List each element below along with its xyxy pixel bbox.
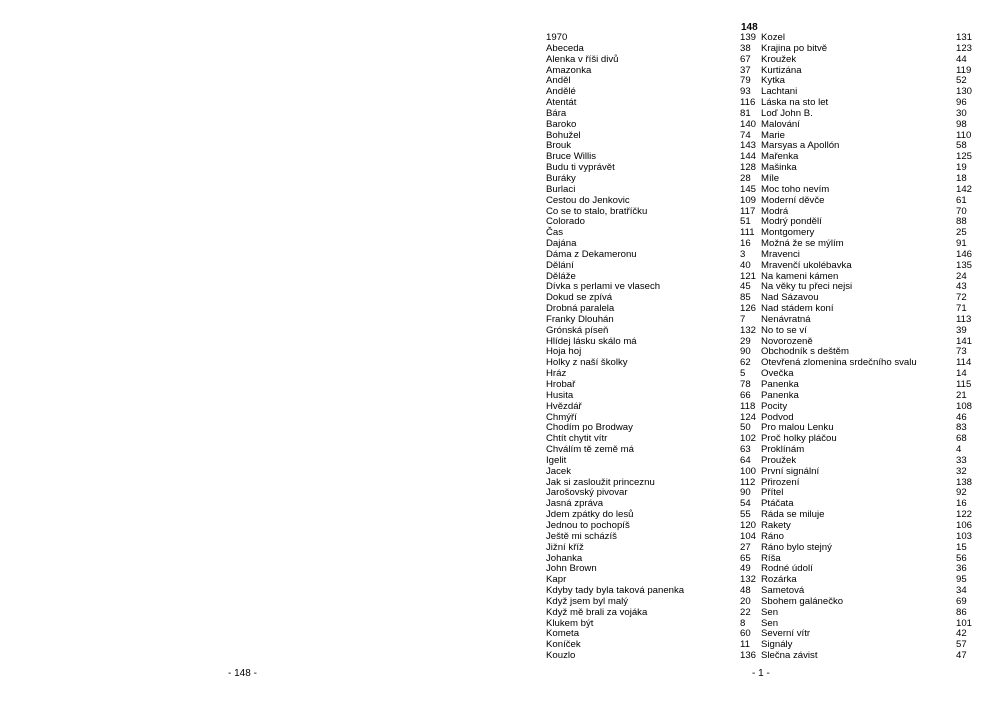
song-title: Franky Dlouhán <box>546 313 614 325</box>
song-title: Klukem být <box>546 617 594 629</box>
song-title: Na věky tu přeci nejsi <box>761 281 853 293</box>
song-title: Amazonka <box>546 64 592 76</box>
song-page-number: 54 <box>740 498 751 510</box>
song-page-number: 71 <box>956 303 967 315</box>
song-title: Holky z naší školky <box>546 357 628 369</box>
song-page-number: 123 <box>956 42 973 54</box>
song-page-number: 101 <box>956 617 973 629</box>
song-title: Podvod <box>761 411 794 423</box>
song-title: Jednou to pochopíš <box>546 519 630 531</box>
song-page-number: 130 <box>956 86 973 98</box>
song-title: Jdem zpátky do lesů <box>546 509 634 521</box>
song-title: Hráz <box>546 368 567 380</box>
song-page-number: 67 <box>740 53 751 65</box>
song-title: Ráno bylo stejný <box>761 541 832 553</box>
song-title: Ptáčata <box>761 498 794 510</box>
song-title: Loď John B. <box>761 107 813 119</box>
song-title: John Brown <box>546 563 597 575</box>
song-page-number: 61 <box>956 194 967 206</box>
song-title: Mařenka <box>761 151 799 163</box>
song-page-number: 72 <box>956 292 967 304</box>
song-title: Kouzlo <box>546 650 576 662</box>
song-title: Nad Sázavou <box>761 292 819 304</box>
song-title: Čas <box>546 227 564 239</box>
song-title: Rozárka <box>761 574 797 586</box>
song-title: Ráno <box>761 530 784 542</box>
song-page-number: 78 <box>740 379 751 390</box>
song-page-number: 120 <box>740 519 757 531</box>
song-title: Přirození <box>761 476 800 488</box>
song-page-number: 102 <box>740 433 757 445</box>
song-title: Bára <box>546 107 567 119</box>
song-page-number: 15 <box>956 541 967 553</box>
song-page-number: 111 <box>740 227 755 239</box>
song-page-number: 44 <box>956 53 967 65</box>
song-title: Rodné údolí <box>761 563 813 575</box>
song-page-number: 136 <box>740 650 757 662</box>
song-page-number: 98 <box>956 118 967 130</box>
song-title: Panenka <box>761 379 799 390</box>
song-title: Moderní děvče <box>761 194 825 206</box>
song-page-number: 132 <box>740 324 757 336</box>
song-page-number: 112 <box>740 476 756 488</box>
song-title: Igelit <box>546 454 567 466</box>
song-title: Možná že se mýlím <box>761 238 844 250</box>
song-title: Chmýří <box>546 411 577 423</box>
song-page-number: 109 <box>740 194 757 206</box>
song-title: Brouk <box>546 140 572 152</box>
song-title: Hoja hoj <box>546 346 582 358</box>
song-title: Pro malou Lenku <box>761 422 834 434</box>
song-page-number: 106 <box>956 519 973 531</box>
song-page-number: 38 <box>740 42 751 54</box>
song-page-number: 138 <box>956 476 973 488</box>
song-page-number: 42 <box>956 628 967 640</box>
song-page-number: 28 <box>740 172 751 184</box>
song-page-number: 22 <box>740 606 751 618</box>
song-title: Mravenci <box>761 248 800 260</box>
song-page-number: 32 <box>956 465 967 477</box>
song-page-number: 68 <box>956 433 967 445</box>
song-page-number: 73 <box>956 346 967 358</box>
song-title: Novorozeně <box>761 335 813 347</box>
song-title: Kurtizána <box>761 64 802 76</box>
song-page-number: 91 <box>956 238 967 250</box>
song-title: Chodím po Brodway <box>546 422 633 434</box>
song-page-number: 135 <box>956 259 973 271</box>
song-page-number: 90 <box>740 487 751 499</box>
song-title: Husita <box>546 389 574 401</box>
song-page-number: 116 <box>740 97 756 109</box>
song-title: Bohužel <box>546 129 581 141</box>
song-page-number: 30 <box>956 107 967 119</box>
song-page-number: 114 <box>956 357 972 369</box>
song-title: Co se to stalo, bratříčku <box>546 205 648 217</box>
song-page-number: 126 <box>740 303 757 315</box>
song-title: Mašinka <box>761 162 797 174</box>
song-title: Modrý pondělí <box>761 216 822 228</box>
song-page-number: 43 <box>956 281 967 293</box>
song-title: Signály <box>761 639 793 651</box>
song-page-number: 125 <box>956 151 973 163</box>
song-title: Alenka v říši divů <box>546 53 619 65</box>
song-title: Na kameni kámen <box>761 270 839 282</box>
song-page-number: 108 <box>956 400 973 412</box>
song-title: Grónská píseň <box>546 324 609 336</box>
song-page-number: 14 <box>956 368 967 380</box>
song-page-number: 79 <box>740 75 751 87</box>
song-page-number: 18 <box>956 172 967 184</box>
song-page-number: 93 <box>740 86 751 98</box>
song-page-number: 70 <box>956 205 967 217</box>
song-title: Dělání <box>546 259 574 271</box>
song-page-number: 115 <box>956 379 972 390</box>
song-page-number: 24 <box>956 270 967 282</box>
song-page-number: 140 <box>740 118 757 130</box>
song-page-number: 145 <box>740 183 757 195</box>
song-title: Johanka <box>546 552 583 564</box>
song-page-number: 144 <box>740 151 757 163</box>
song-title: Cestou do Jenkovic <box>546 194 630 206</box>
song-title: Modrá <box>761 205 789 217</box>
song-title: Pocity <box>761 400 788 412</box>
left-page-number: - 148 - <box>228 668 257 679</box>
song-page-number: 141 <box>956 335 973 347</box>
song-title: No to se ví <box>761 324 807 336</box>
song-page-number: 37 <box>740 64 751 76</box>
song-title: Panenka <box>761 389 799 401</box>
song-title: Když mě brali za vojáka <box>546 606 648 618</box>
song-title: Montgomery <box>761 227 815 239</box>
song-title: Kapr <box>546 574 567 586</box>
song-page-number: 132 <box>740 574 757 586</box>
song-page-number: 103 <box>956 530 973 542</box>
song-page-number: 16 <box>740 238 751 250</box>
song-title: Míle <box>761 172 780 184</box>
song-page-number: 33 <box>956 454 967 466</box>
song-title: Hrobař <box>546 379 576 390</box>
song-title: Jarošovský pivovar <box>546 487 628 499</box>
song-title: Kdyby tady byla taková panenka <box>546 585 685 597</box>
song-page-number: 113 <box>956 313 972 325</box>
song-page-number: 74 <box>740 129 751 141</box>
song-title: Hvězdář <box>546 400 582 412</box>
song-page-number: 57 <box>956 639 967 651</box>
song-page-number: 29 <box>740 335 751 347</box>
song-page-number: 100 <box>740 465 757 477</box>
song-title: Láska na sto let <box>761 97 829 109</box>
song-page-number: 39 <box>956 324 967 336</box>
song-title: Kroužek <box>761 53 797 65</box>
song-page-number: 95 <box>956 574 967 586</box>
song-title: Andělé <box>546 86 576 98</box>
song-title: Slečna závist <box>761 650 818 662</box>
song-page-number: 25 <box>956 227 967 239</box>
song-title: Sen <box>761 617 779 629</box>
song-page-number: 50 <box>740 422 751 434</box>
song-title: Baroko <box>546 118 577 130</box>
song-title: Dívka s perlami ve vlasech <box>546 281 661 293</box>
song-title: Dáma z Dekameronu <box>546 248 637 260</box>
song-page-number: 83 <box>956 422 967 434</box>
song-title: 1970 <box>546 32 568 43</box>
song-page-number: 49 <box>740 563 751 575</box>
song-title: Abeceda <box>546 42 584 54</box>
song-title: Ríša <box>761 552 781 564</box>
song-title: Sen <box>761 606 779 618</box>
song-page-number: 66 <box>740 389 751 401</box>
song-title: Jacek <box>546 465 572 477</box>
song-page-number: 65 <box>740 552 751 564</box>
song-page-number: 142 <box>956 183 973 195</box>
song-page-number: 20 <box>740 595 751 607</box>
song-page-number: 5 <box>740 368 746 380</box>
right-page-number: - 1 - <box>752 668 770 679</box>
song-page-number: 124 <box>740 411 757 423</box>
song-page-number: 40 <box>740 259 751 271</box>
song-title: Koníček <box>546 639 581 651</box>
song-title: Rakety <box>761 519 791 531</box>
song-title: Proč holky pláčou <box>761 433 837 445</box>
song-title: Dokud se zpívá <box>546 292 613 304</box>
song-title: Jižní kříž <box>546 541 584 553</box>
song-page-number: 86 <box>956 606 967 618</box>
song-page-number: 119 <box>956 64 972 76</box>
song-title: Marie <box>761 129 785 141</box>
song-title: První signální <box>761 465 820 477</box>
song-page-number: 46 <box>956 411 967 423</box>
song-title: Bruce Willis <box>546 151 597 163</box>
song-page-number: 47 <box>956 650 967 662</box>
song-title: Hlídej lásku skálo má <box>546 335 637 347</box>
song-page-number: 27 <box>740 541 751 553</box>
song-page-number: 146 <box>956 248 973 260</box>
song-title: Chválím tě země má <box>546 444 634 456</box>
song-title: Moc toho nevím <box>761 183 830 195</box>
song-title: Drobná paralela <box>546 303 615 315</box>
song-page-number: 56 <box>956 552 967 564</box>
song-page-number: 36 <box>956 563 967 575</box>
song-title: Přítel <box>761 487 784 499</box>
song-title: Proklínám <box>761 444 805 456</box>
song-title: Sametová <box>761 585 805 597</box>
song-page-number: 48 <box>740 585 751 597</box>
song-page-number: 64 <box>740 454 751 466</box>
song-page-number: 60 <box>740 628 751 640</box>
song-title: Obchodník s deštěm <box>761 346 849 358</box>
song-title: Ovečka <box>761 368 794 380</box>
song-page-number: 21 <box>956 389 967 401</box>
song-page-number: 90 <box>740 346 751 358</box>
song-title: Ještě mi scházíš <box>546 530 617 542</box>
song-title: Anděl <box>546 75 571 87</box>
song-page-number: 8 <box>740 617 746 629</box>
song-page-number: 96 <box>956 97 967 109</box>
song-title: Jak si zasloužit princeznu <box>546 476 655 488</box>
song-title: Budu ti vyprávět <box>546 162 615 174</box>
song-page-number: 117 <box>740 205 756 217</box>
song-page-number: 121 <box>740 270 757 282</box>
song-title: Kometa <box>546 628 580 640</box>
song-title: Jasná zpráva <box>546 498 604 510</box>
song-title: Colorado <box>546 216 585 228</box>
song-title: Děláže <box>546 270 576 282</box>
song-page-number: 16 <box>956 498 967 510</box>
song-page-number: 3 <box>740 248 746 260</box>
song-page-number: 52 <box>956 75 967 87</box>
song-title: Atentát <box>546 97 577 109</box>
song-page-number: 88 <box>956 216 967 228</box>
song-page-number: 110 <box>956 129 972 141</box>
song-title: Když jsem byl malý <box>546 595 629 607</box>
top-page-number: 148 <box>741 22 758 33</box>
song-page-number: 58 <box>956 140 967 152</box>
song-page-number: 122 <box>956 509 973 521</box>
song-title: Kytka <box>761 75 785 87</box>
song-page-number: 131 <box>956 32 973 43</box>
song-title: Chtít chytit vítr <box>546 433 608 445</box>
song-title: Severní vítr <box>761 628 811 640</box>
song-title: Marsyas a Apollón <box>761 140 840 152</box>
song-page-number: 128 <box>740 162 757 174</box>
song-page-number: 62 <box>740 357 751 369</box>
song-title: Buráky <box>546 172 576 184</box>
song-page-number: 118 <box>740 400 756 412</box>
song-page-number: 4 <box>956 444 962 456</box>
song-page-number: 34 <box>956 585 967 597</box>
song-title: Nad stádem koní <box>761 303 834 315</box>
song-page-number: 45 <box>740 281 751 293</box>
song-title: Proužek <box>761 454 797 466</box>
song-page-number: 139 <box>740 32 757 43</box>
song-title: Dajána <box>546 238 577 250</box>
song-page-number: 7 <box>740 313 746 325</box>
song-title: Nenávratná <box>761 313 811 325</box>
song-title: Burlaci <box>546 183 576 195</box>
song-page-number: 85 <box>740 292 751 304</box>
song-page-number: 51 <box>740 216 751 228</box>
song-page-number: 143 <box>740 140 757 152</box>
song-title: Otevřená zlomenina srdečního svalu <box>761 357 917 369</box>
song-page-number: 63 <box>740 444 751 456</box>
song-title: Mravenčí ukolébavka <box>761 259 852 271</box>
song-title: Krajina po bitvě <box>761 42 828 54</box>
song-page-number: 55 <box>740 509 751 521</box>
song-page-number: 69 <box>956 595 967 607</box>
song-title: Malování <box>761 118 800 130</box>
song-page-number: 11 <box>740 639 750 651</box>
song-page-number: 19 <box>956 162 967 174</box>
song-title: Lachtani <box>761 86 798 98</box>
song-title: Kozel <box>761 32 785 43</box>
song-page-number: 92 <box>956 487 967 499</box>
song-page-number: 104 <box>740 530 757 542</box>
song-title: Sbohem galánečko <box>761 595 844 607</box>
song-title: Ráda se miluje <box>761 509 825 521</box>
song-page-number: 81 <box>740 107 751 119</box>
